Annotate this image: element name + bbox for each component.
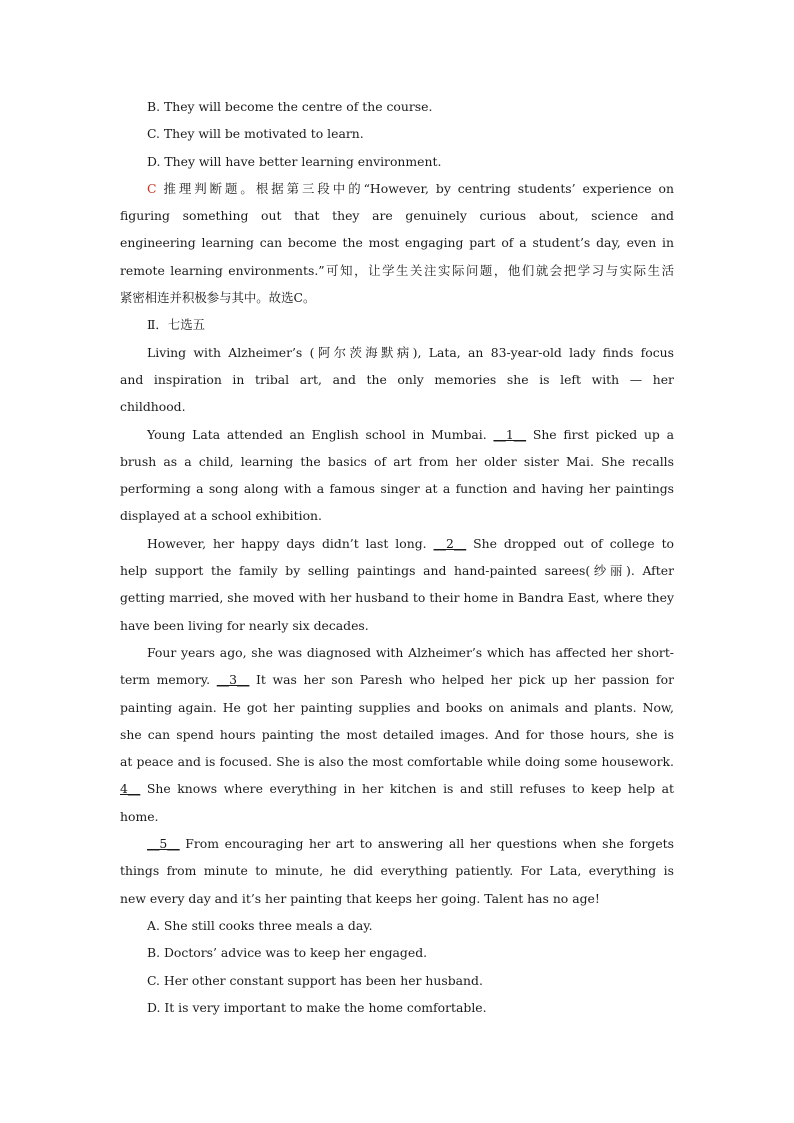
p1-line-2: and inspiration in tribal art, and the only memories she is left with — her — [120, 371, 674, 387]
analysis-line-4: remote learning environments.”可知，让学生关注实际问题，他们就会把学习与实际生活 — [120, 262, 674, 278]
prev-option-d: D. They will have better learning environment. — [147, 153, 442, 169]
option-b: B. Doctors’ advice was to keep her engaged. — [147, 945, 428, 961]
p5-line-2: things from minute to minute, he did everything patiently. For Lata, everything is — [120, 863, 674, 879]
p2-line-4: displayed at a school exhibition. — [120, 508, 322, 524]
blank-3: __3__ — [216, 672, 250, 688]
analysis-line-2: figuring something out that they are genuinely curious about, science and — [120, 208, 674, 224]
analysis-line-1: C 推理判断题。根据第三段中的“However, by centring students’ experience on — [147, 180, 674, 196]
p3-line-2: help support the family by selling paintings and hand-painted sarees(纱丽). After — [120, 563, 674, 579]
p2-line-2: brush as a child, learning the basics of art from her older sister Mai. She recalls — [120, 453, 674, 469]
option-d: D. It is very important to make the home comfortable. — [147, 999, 487, 1015]
p3-line-4: have been living for nearly six decades. — [120, 617, 369, 633]
p5-line-3: new every day and it’s her painting that keeps her going. Talent has no age! — [120, 890, 600, 906]
prev-option-b: B. They will become the centre of the course. — [147, 99, 433, 114]
blank-5: __5__ — [147, 836, 180, 852]
blank-4: 4__ — [120, 781, 141, 797]
p4-line-6: 4__ She knows where everything in her kitchen is and still refuses to keep help at — [120, 781, 674, 797]
option-a: A. She still cooks three meals a day. — [147, 917, 373, 933]
option-c: C. Her other constant support has been her husband. — [147, 972, 483, 988]
p4-line-2: term memory. __3__ It was her son Paresh who helped her pick up her passion for — [120, 672, 674, 688]
p3-line-1: However, her happy days didn’t last long. __2__ She dropped out of college to — [147, 535, 674, 551]
page-content — [120, 93, 674, 1021]
p4-line-7: home. — [120, 808, 159, 824]
analysis-line-5: 紧密相连并积极参与其中。故选C。 — [120, 290, 316, 306]
p1-line-1: Living with Alzheimer’s (阿尔茨海默病), Lata, an 83-year-old lady finds focus — [147, 344, 674, 360]
analysis-line-3: engineering learning can become the most engaging part of a student’s day, even in — [120, 235, 674, 251]
analysis-answer: C — [147, 180, 157, 196]
p3-line-3: getting married, she moved with her husband to their home in Bandra East, where they — [120, 590, 674, 606]
blank-2: __2__ — [433, 535, 467, 551]
p2-line-1: Young Lata attended an English school in Mumbai. __1__ She first picked up a — [147, 426, 674, 442]
prev-option-c: C. They will be motivated to learn. — [147, 126, 364, 142]
section-title: Ⅱ．七选五 — [147, 317, 205, 333]
p1-line-3: childhood. — [120, 399, 186, 415]
p4-line-1: Four years ago, she was diagnosed with Alzheimer’s which has affected her short- — [147, 644, 674, 660]
p5-line-1: __5__ From encouraging her art to answering all her questions when she forgets — [147, 836, 674, 852]
p4-line-4: she can spend hours painting the most detailed images. And for those hours, she is — [120, 726, 674, 742]
p4-line-3: painting again. He got her painting supplies and books on animals and plants. Now, — [120, 699, 674, 715]
blank-1: __1__ — [493, 426, 527, 442]
p2-line-3: performing a song along with a famous singer at a function and having her paintings — [120, 481, 674, 497]
p4-line-5: at peace and is focused. She is also the most comfortable while doing some housework. — [120, 754, 674, 770]
